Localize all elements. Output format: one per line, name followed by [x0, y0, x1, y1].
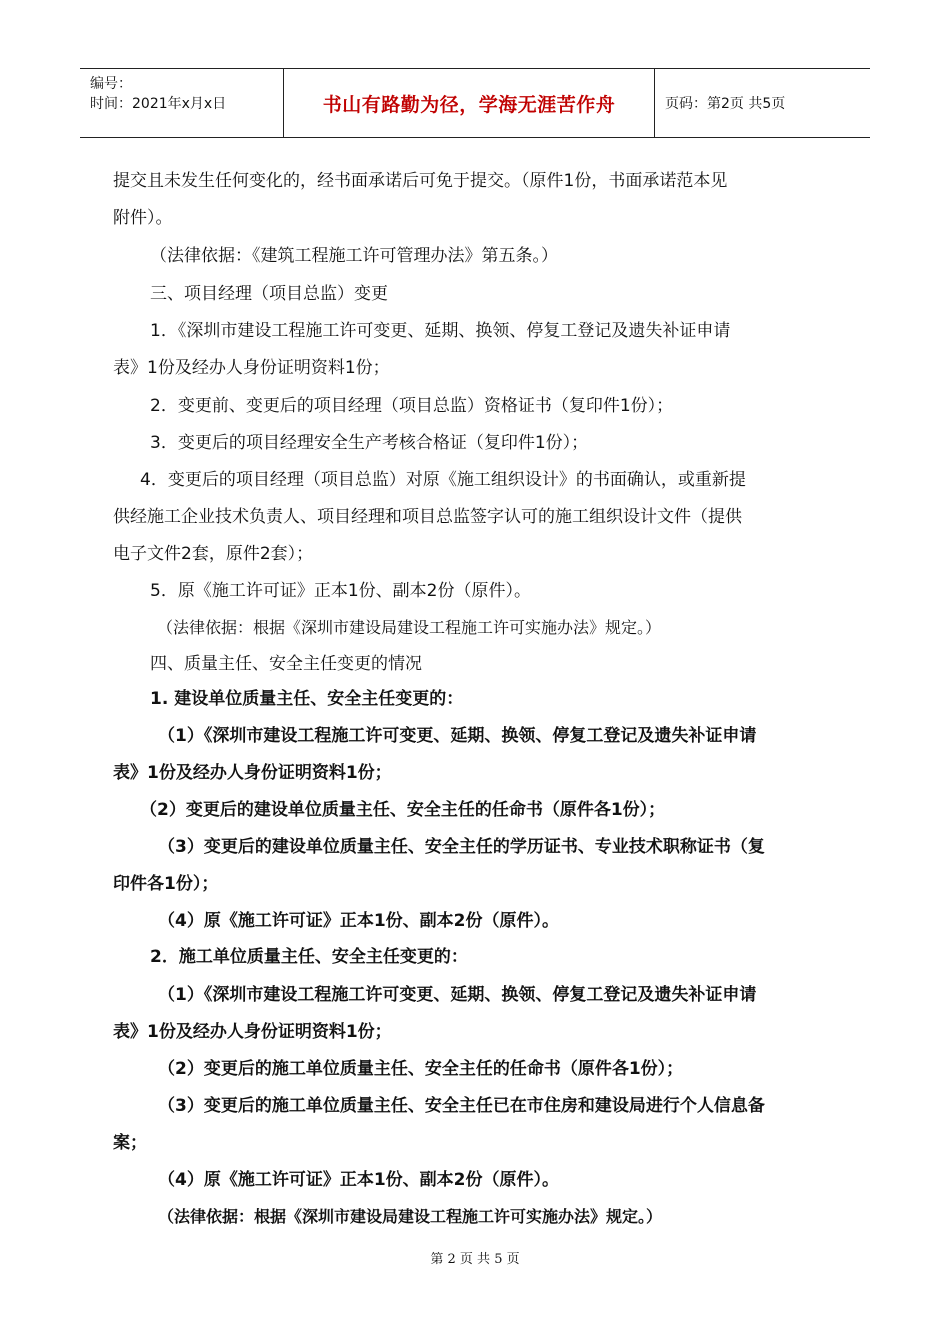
subsection-heading: 1. 建设单位质量主任、安全主任变更的：: [150, 689, 464, 709]
paragraph-line: 表》1份及经办人身份证明资料1份；: [113, 763, 392, 783]
section-heading: 三、项目经理（项目总监）变更: [150, 284, 388, 304]
date-label: 时间：2021年x月x日: [90, 96, 227, 112]
paragraph-line: 供经施工企业技术负责人、项目经理和项目总监签字认可的施工组织设计文件（提供: [113, 507, 742, 527]
paragraph-line: 电子文件2套，原件2套）；: [113, 544, 314, 564]
legal-basis-line: （法律依据：《建筑工程施工许可管理办法》第五条。）: [150, 246, 558, 266]
paragraph-line: （3）变更后的施工单位质量主任、安全主任已在市住房和建设局进行个人信息备: [158, 1096, 765, 1116]
page-info: 页码：第2页 共5页: [665, 96, 786, 112]
page-header: [80, 68, 870, 138]
paragraph-line: （2）变更后的施工单位质量主任、安全主任的任命书（原件各1份）；: [158, 1059, 684, 1079]
legal-basis-line: （法律依据：根据《深圳市建设局建设工程施工许可实施办法》规定。）: [158, 1207, 663, 1226]
paragraph-line: 5．原《施工许可证》正本1份、副本2份（原件）。: [150, 581, 531, 601]
paragraph-line: （1）《深圳市建设工程施工许可变更、延期、换领、停复工登记及遗失补证申请: [158, 726, 757, 746]
paragraph-line: 提交且未发生任何变化的，经书面承诺后可免于提交。（原件1份，书面承诺范本见: [113, 171, 728, 191]
paragraph-line: （2）变更后的建设单位质量主任、安全主任的任命书（原件各1份）；: [140, 800, 666, 820]
paragraph-line: （4）原《施工许可证》正本1份、副本2份（原件）。: [158, 1170, 559, 1190]
paragraph-line: 案；: [113, 1133, 147, 1153]
page-footer: 第 2 页 共 5 页: [430, 1252, 520, 1267]
subsection-heading: 2．施工单位质量主任、安全主任变更的：: [150, 947, 468, 967]
header-meta: [80, 69, 284, 137]
paragraph-line: （3）变更后的建设单位质量主任、安全主任的学历证书、专业技术职称证书（复: [158, 837, 765, 857]
paragraph-line: （4）原《施工许可证》正本1份、副本2份（原件）。: [158, 911, 559, 931]
paragraph-line: （1）《深圳市建设工程施工许可变更、延期、换领、停复工登记及遗失补证申请: [158, 985, 757, 1005]
header-motto-cell: [284, 69, 655, 137]
paragraph-line: 1．《深圳市建设工程施工许可变更、延期、换领、停复工登记及遗失补证申请: [150, 321, 731, 341]
paragraph-line: 附件）。: [113, 208, 173, 228]
legal-basis-line: （法律依据：根据《深圳市建设局建设工程施工许可实施办法》规定。）: [157, 618, 662, 637]
paragraph-line: 3．变更后的项目经理安全生产考核合格证（复印件1份）；: [150, 433, 589, 453]
paragraph-line: 表》1份及经办人身份证明资料1份；: [113, 1022, 392, 1042]
paragraph-line: 印件各1份）；: [113, 874, 219, 894]
header-page-cell: [655, 69, 870, 137]
section-heading: 四、质量主任、安全主任变更的情况: [150, 654, 422, 674]
motto-text: 书山有路勤为径，学海无涯苦作舟: [322, 93, 616, 116]
paragraph-line: 2．变更前、变更后的项目经理（项目总监）资格证书（复印件1份）；: [150, 396, 674, 416]
paragraph-line: 表》1份及经办人身份证明资料1份；: [113, 358, 390, 378]
paragraph-line: 4．变更后的项目经理（项目总监）对原《施工组织设计》的书面确认，或重新提: [140, 470, 746, 490]
serial-number-label: 编号：: [90, 76, 132, 92]
